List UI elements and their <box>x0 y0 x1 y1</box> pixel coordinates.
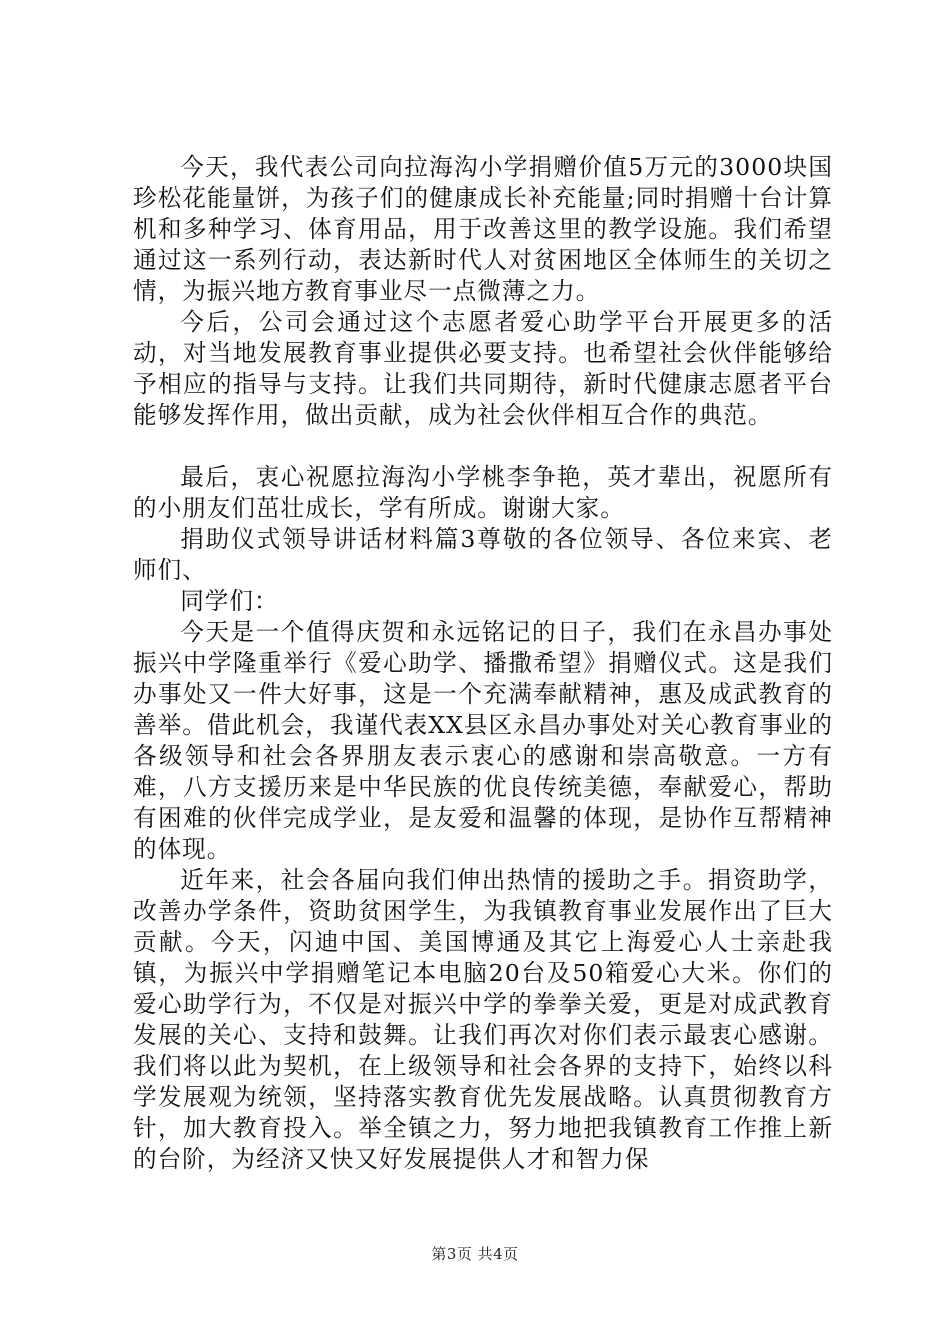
paragraph-ceremony-intro: 今天是一个值得庆贺和永远铭记的日子，我们在永昌办事处振兴中学隆重举行《爱心助学、播撒希望》捐赠仪式。这是我们办事处又一件大好事，这是一个充满奉献精神，惠及成武教育的善举。借此机会，我谨代表XX县区永昌办事处对关心教育事业的各级领导和社会各界朋友表示衷心的感谢和崇高敬意。一方有难，八方支援历来是中华民族的优良传统美德，奉献爱心，帮助有困难的伙伴完成学业，是友爱和温馨的体现，是协作互帮精神的体现。 <box>133 618 833 863</box>
page-number-footer: 第3页 共4页 <box>431 1245 519 1263</box>
paragraph-gratitude: 近年来，社会各届向我们伸出热情的援助之手。捐资助学，改善办学条件，资助贫困学生，为我镇教育事业发展作出了巨大贡献。今天，闪迪中国、美国博通及其它上海爱心人士亲赴我镇，为振兴中学捐赠笔记本电脑20台及50箱爱心大米。你们的爱心助学行为，不仅是对振兴中学的拳拳关爱，更是对成武教育发展的关心、支持和鼓舞。让我们再次对你们表示最衷心感谢。我们将以此为契机，在上级领导和社会各界的支持下，始终以科学发展观为统领，坚持落实教育优先发展战略。认真贯彻教育方针，加大教育投入。举全镇之力，努力地把我镇教育工作推上新的台阶，为经济又快又好发展提供人才和智力保 <box>133 866 833 1173</box>
paragraph-closing-wishes: 最后，衷心祝愿拉海沟小学桃李争艳，英才辈出，祝愿所有的小朋友们茁壮成长，学有所成。谢谢大家。 <box>133 463 833 522</box>
paragraph-future-plans: 今后，公司会通过这个志愿者爱心助学平台开展更多的活动，对当地发展教育事业提供必要支持。也希望社会伙伴能够给予相应的指导与支持。让我们共同期待，新时代健康志愿者平台能够发挥作用，做出贡献，成为社会伙伴相互合作的典范。 <box>133 308 833 429</box>
paragraph-salutation: 同学们： <box>180 587 279 615</box>
paragraph-donation-details: 今天，我代表公司向拉海沟小学捐赠价值5万元的3000块国珍松花能量饼，为孩子们的健康成长补充能量;同时捐赠十台计算机和多种学习、体育用品，用于改善这里的教学设施。我们希望通过这一系列行动，表达新时代人对贫困地区全体师生的关切之情，为振兴地方教育事业尽一点微薄之力。 <box>133 153 833 305</box>
paragraph-speech-heading: 捐助仪式领导讲话材料篇3尊敬的各位领导、各位来宾、老师们、 <box>133 525 833 584</box>
document-body <box>133 152 833 1175</box>
